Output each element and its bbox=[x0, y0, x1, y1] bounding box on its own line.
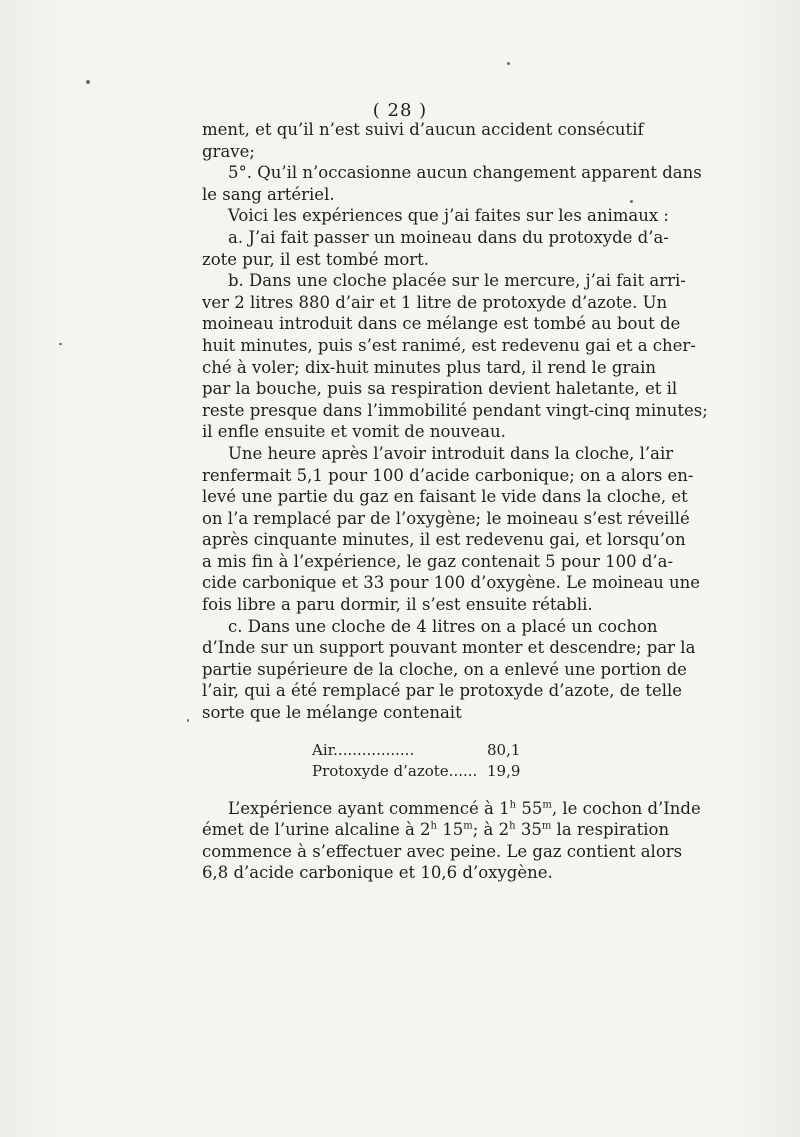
text-line: il enfle ensuite et vomit de nouveau. bbox=[202, 422, 506, 442]
text-line: b. Dans une cloche placée sur le mercure, j’ai fait arri- bbox=[228, 271, 686, 291]
paragraph-experiment-c bbox=[202, 616, 696, 724]
text-line: après cinquante minutes, il est redevenu gai, et lorsqu’on bbox=[202, 530, 686, 550]
hour-superscript: h bbox=[430, 820, 437, 832]
text-line: levé une partie du gaz en faisant le vide dans la cloche, et bbox=[202, 487, 688, 507]
text-line: 6,8 d’acide carbonique et 10,6 d’oxygène. bbox=[202, 863, 553, 883]
text-line: grave; bbox=[202, 141, 255, 161]
text-line: Voici les expériences que j’ai faites sur les animaux : bbox=[228, 206, 669, 226]
text-line: c. Dans une cloche de 4 litres on a placé un cochon bbox=[228, 616, 658, 636]
text-line: fois libre a paru dormir, il s’est ensuite rétabli. bbox=[202, 595, 593, 615]
text-line: on l’a remplacé par de l’oxygène; le moineau s’est réveillé bbox=[202, 508, 690, 528]
mixture-value: 80,1 bbox=[487, 740, 521, 759]
mixture-label: Protoxyde d’azote...... bbox=[312, 761, 478, 780]
text-line: moineau introduit dans ce mélange est tombé au bout de bbox=[202, 314, 681, 334]
paragraph-intro-experiments bbox=[202, 205, 669, 227]
mixture-row bbox=[202, 761, 628, 782]
text-line: le sang artériel. bbox=[202, 184, 335, 204]
text-line: partie supérieure de la cloche, on a enlevé une portion de bbox=[202, 659, 687, 679]
text-line: Une heure après l’avoir introduit dans la cloche, l’air bbox=[228, 443, 674, 463]
mixture-table bbox=[202, 740, 628, 782]
page-number: ( 28 ) bbox=[372, 100, 428, 121]
text-line: zote pur, il est tombé mort. bbox=[202, 249, 430, 269]
paragraph-experiment-b-continued bbox=[202, 443, 701, 616]
text-fragment: 55 bbox=[516, 798, 543, 818]
text-line bbox=[202, 798, 701, 820]
text-line: par la bouche, puis sa respiration devient haletante, et il bbox=[202, 379, 678, 399]
text-fragment: ; à 2 bbox=[472, 820, 510, 840]
minute-superscript: m bbox=[541, 820, 552, 832]
text-fragment: , le cochon d’Inde bbox=[551, 798, 701, 818]
text-line: a mis fin à l’expérience, le gaz contenait 5 pour 100 d’a- bbox=[202, 551, 674, 571]
text-fragment: 15 bbox=[437, 820, 464, 840]
paper-speck bbox=[59, 343, 62, 345]
text-line: ver 2 litres 880 d’air et 1 litre de protoxyde d’azote. Un bbox=[202, 292, 668, 312]
text-line: d’Inde sur un support pouvant monter et descendre; par la bbox=[202, 638, 696, 658]
paragraph-point-5 bbox=[202, 162, 702, 205]
text-fragment: la respiration bbox=[551, 820, 670, 840]
text-line bbox=[202, 819, 670, 841]
text-line: sorte que le mélange contenait bbox=[202, 703, 462, 723]
text-fragment: 35 bbox=[515, 820, 542, 840]
paragraph-continuation bbox=[202, 119, 644, 162]
minute-superscript: m bbox=[542, 799, 552, 811]
mixture-label: Air................. bbox=[312, 740, 415, 759]
text-fragment: L’expérience ayant commencé à 1 bbox=[228, 798, 510, 818]
minute-superscript: m bbox=[463, 820, 473, 832]
text-line: renfermait 5,1 pour 100 d’acide carbonique; on a alors en- bbox=[202, 465, 694, 485]
text-line: l’air, qui a été remplacé par le protoxyde d’azote, de telle bbox=[202, 681, 683, 701]
text-line: commence à s’effectuer avec peine. Le gaz contient alors bbox=[202, 841, 683, 861]
text-line: 5°. Qu’il n’occasionne aucun changement apparent dans bbox=[228, 163, 702, 183]
text-fragment: émet de l’urine alcaline à 2 bbox=[202, 820, 431, 840]
text-line: cide carbonique et 33 pour 100 d’oxygène. Le moineau une bbox=[202, 573, 701, 593]
mixture-value: 19,9 bbox=[487, 761, 521, 780]
paper-speck bbox=[630, 200, 633, 203]
text-line: a. J’ai fait passer un moineau dans du protoxyde d’a- bbox=[228, 227, 669, 247]
text-line: huit minutes, puis s’est ranimé, est redevenu gai et a cher- bbox=[202, 335, 696, 355]
text-line: ment, et qu’il n’est suivi d’aucun accident consécutif bbox=[202, 120, 644, 139]
paragraph-experiment-c-results bbox=[202, 798, 701, 884]
text-line: ché à voler; dix-huit minutes plus tard, il rend le grain bbox=[202, 357, 657, 377]
text-line: reste presque dans l’immobilité pendant vingt-cinq minutes; bbox=[202, 400, 708, 420]
paper-speck bbox=[507, 62, 510, 65]
hour-superscript: h bbox=[509, 820, 516, 832]
paper-speck bbox=[86, 80, 90, 84]
hour-superscript: h bbox=[509, 799, 517, 811]
paper-speck bbox=[187, 719, 189, 722]
mixture-row bbox=[202, 740, 628, 761]
paragraph-experiment-b bbox=[202, 270, 708, 443]
paragraph-experiment-a bbox=[202, 227, 669, 270]
body-text bbox=[202, 119, 708, 884]
